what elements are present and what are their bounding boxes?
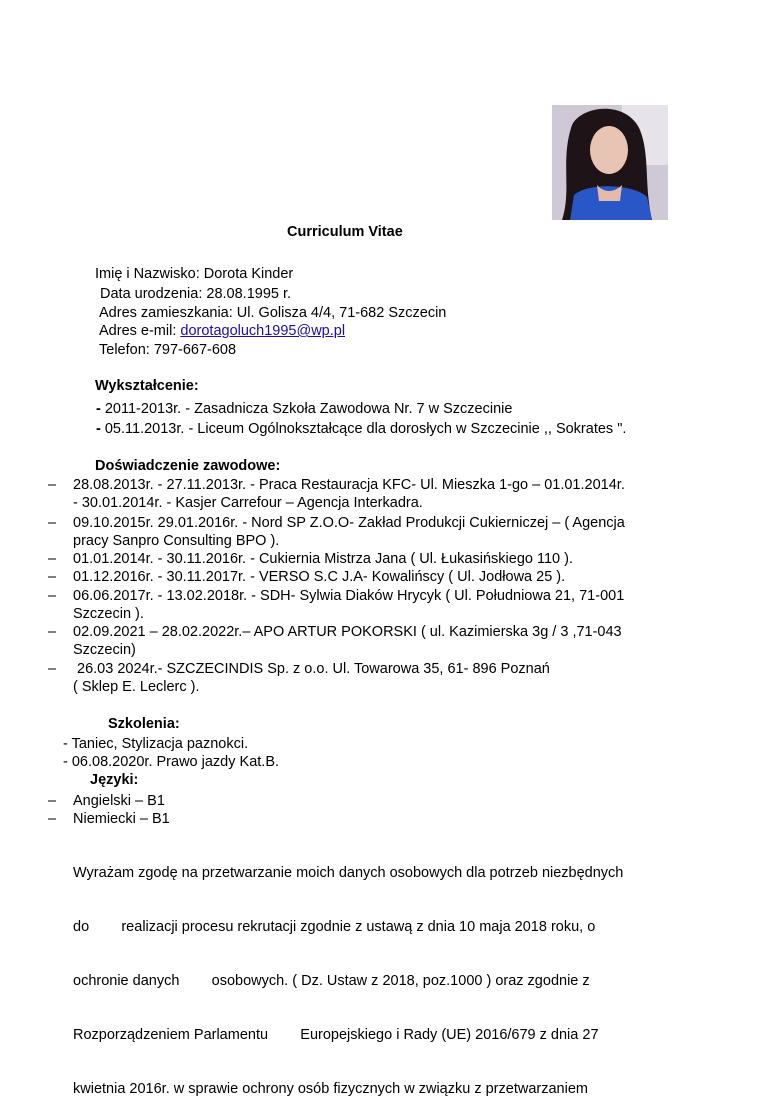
education-heading: Wykształcenie: xyxy=(95,378,199,394)
dash-bullet: – xyxy=(48,515,57,531)
dash-bullet: – xyxy=(48,793,57,809)
experience-item: 01.12.2016r. - 30.11.2017r. - VERSO S.C J.A- Kowalińscy ( Ul. Jodłowa 25 ). xyxy=(73,569,566,585)
experience-item: 26.03 2024r.- SZCZECINDIS Sp. z o.o. Ul. Towarowa 35, 61- 896 Poznań ( Sklep E. Leclerc ). xyxy=(73,661,550,695)
profile-photo xyxy=(552,105,668,220)
page-title: Curriculum Vitae xyxy=(287,224,403,240)
email-line xyxy=(99,322,345,340)
language-item: Niemiecki – B1 xyxy=(73,811,170,827)
dash-bullet: – xyxy=(48,551,57,567)
bullet: - xyxy=(96,401,101,417)
experience-item: 09.10.2015r. 29.01.2016r. - Nord SP Z.O.O- Zakład Produkcji Cukierniczej – ( Agencja pracy Sanpro Consulting BPO ). xyxy=(73,515,625,549)
training-heading: Szkolenia: xyxy=(108,716,180,732)
experience-item: 28.08.2013r. - 27.11.2013r. - Praca Restauracja KFC- Ul. Mieszka 1-go – 01.01.2014r. - 30.01.2014r. - Kasjer Carrefour – Agencja Interkadra. xyxy=(73,477,625,511)
experience-heading: Doświadczenie zawodowe: xyxy=(95,458,281,474)
education-item: - 05.11.2013r. - Liceum Ogólnokształcące dla dorosłych w Szczecinie ,, Sokrates ". xyxy=(96,421,627,437)
phone-line: Telefon: 797-667-608 xyxy=(99,342,237,358)
experience-item: 06.06.2017r. - 13.02.2018r. - SDH- Sylwia Diaków Hrycyk ( Ul. Południowa 21, 71-001 Szczecin ). xyxy=(73,588,625,622)
dash-bullet: – xyxy=(48,624,57,640)
bullet: - xyxy=(96,421,101,437)
experience-item: 02.09.2021 – 28.02.2022r.– APO ARTUR POKORSKI ( ul. Kazimierska 3g / 3 ,71-043 Szczecin) xyxy=(73,624,622,658)
languages-heading: Języki: xyxy=(90,772,139,788)
email-link[interactable]: dorotagoluch1995@wp.pl xyxy=(180,323,346,339)
consent-paragraph: Wyrażam zgodę na przetwarzanie moich danych osobowych dla potrzeb niezbędnych do realizacji procesu rekrutacji zgodnie z ustawą z dnia 10 maja 2018 roku, o ochronie danych osobowych. ( Dz. Ustaw z 2018, poz.1000 ) oraz zgodnie z Rozporządzeniem Parlamentu Europejskiego i Rady (UE) 2016/679 z dnia 27 kwietnia 2016r. w sprawie ochrony osób fizycznych w związku z przetwarzaniem xyxy=(73,865,624,1097)
address-line: Adres zamieszkania: Ul. Golisza 4/4, 71-682 Szczecin xyxy=(99,305,447,321)
training-item: - 06.08.2020r. Prawo jazdy Kat.B. xyxy=(63,754,280,770)
experience-item: 01.01.2014r. - 30.11.2016r. - Cukiernia Mistrza Jana ( Ul. Łukasińskiego 110 ). xyxy=(73,551,573,567)
language-item: Angielski – B1 xyxy=(73,793,165,809)
portrait-image xyxy=(552,105,668,220)
dash-bullet: – xyxy=(48,811,57,827)
name-line: Imię i Nazwisko: Dorota Kinder xyxy=(95,266,294,282)
email-label: Adres e-mil: xyxy=(99,323,181,339)
birth-date-line: Data urodzenia: 28.08.1995 r. xyxy=(100,286,292,302)
dash-bullet: – xyxy=(48,661,57,677)
education-item: - 2011-2013r. - Zasadnicza Szkoła Zawodowa Nr. 7 w Szczecinie xyxy=(96,401,513,417)
dash-bullet: – xyxy=(48,569,57,585)
dash-bullet: – xyxy=(48,477,57,493)
training-item: - Taniec, Stylizacja paznokci. xyxy=(63,736,249,752)
dash-bullet: – xyxy=(48,588,57,604)
